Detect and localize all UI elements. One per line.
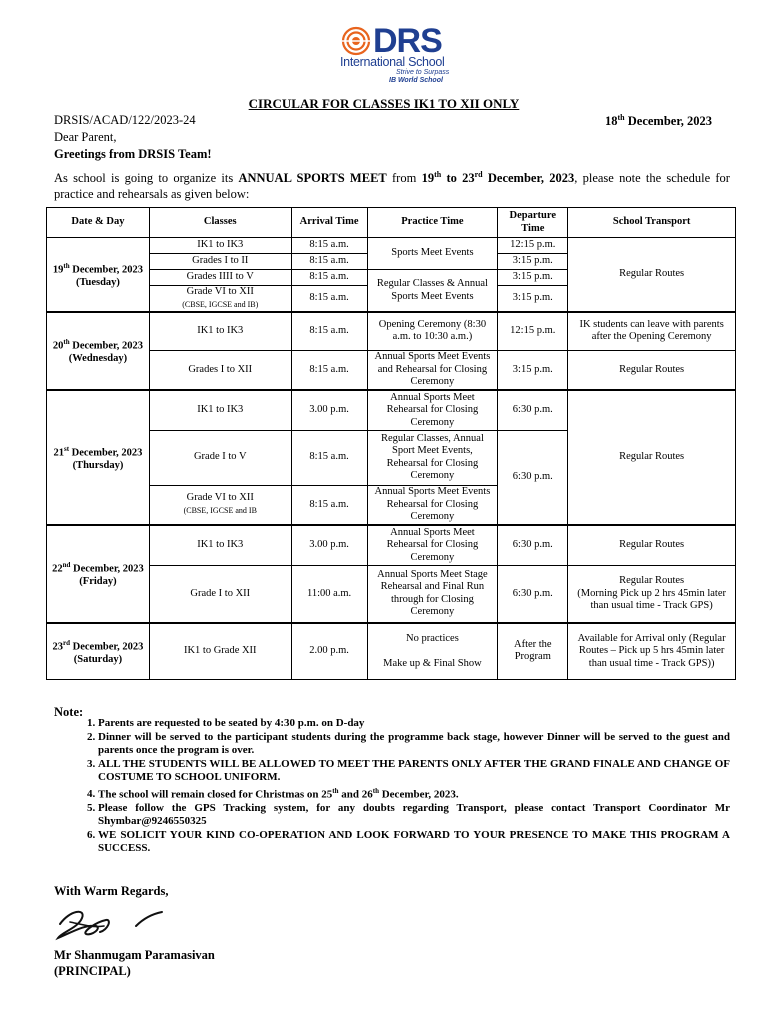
classes-cell: Grades I to II bbox=[149, 254, 291, 270]
transport-cell: Regular Routes (Morning Pick up 2 hrs 45min later than usual time - Track GPS) bbox=[568, 565, 736, 623]
notes-heading: Note: bbox=[54, 705, 84, 719]
arrival-cell: 8:15 a.m. bbox=[291, 270, 367, 286]
classes-cell: Grades I to XII bbox=[149, 350, 291, 390]
classes-cell: IK1 to IK3 bbox=[149, 525, 291, 565]
greeting: Greetings from DRSIS Team! bbox=[54, 147, 212, 161]
header-classes: Classes bbox=[149, 208, 291, 238]
departure-cell: After the Program bbox=[498, 623, 568, 679]
list-item: 6. WE SOLICIT YOUR KIND CO-OPERATION AND LOOK FORWARD TO YOUR PRESENCE TO MAKE THIS PROGRAM A SUCCESS. bbox=[98, 829, 730, 856]
arrival-cell: 8:15 a.m. bbox=[291, 254, 367, 270]
schedule-table bbox=[46, 207, 736, 680]
classes-cell: IK1 to IK3 bbox=[149, 312, 291, 350]
departure-cell: 3:15 p.m. bbox=[498, 286, 568, 313]
transport-cell: Regular Routes bbox=[568, 390, 736, 525]
arrival-cell: 8:15 a.m. bbox=[291, 430, 367, 485]
classes-cell: Grades IIII to V bbox=[149, 270, 291, 286]
table-header-row bbox=[47, 208, 736, 238]
list-item: 2. Dinner will be served to the participant students during the programme back stage, however Dinner will be served to the guest and parents once the program is over. bbox=[98, 731, 730, 758]
notes-list bbox=[54, 717, 730, 856]
transport-cell: Regular Routes bbox=[568, 350, 736, 390]
table-row bbox=[47, 312, 736, 350]
logo-tagline: Strive to Surpass bbox=[396, 69, 450, 76]
departure-cell: 6:30 p.m. bbox=[498, 525, 568, 565]
arrival-cell: 3.00 p.m. bbox=[291, 525, 367, 565]
transport-cell: Regular Routes bbox=[568, 238, 736, 313]
classes-cell: IK1 to Grade XII bbox=[149, 623, 291, 679]
closing-regards: With Warm Regards, bbox=[54, 884, 169, 898]
date-cell: 22nd December, 2023 (Friday) bbox=[47, 525, 150, 623]
table-row bbox=[47, 390, 736, 430]
practice-cell: Annual Sports Meet Stage Rehearsal and Final Run through for Closing Ceremony bbox=[367, 565, 498, 623]
departure-cell: 3:15 p.m. bbox=[498, 350, 568, 390]
arrival-cell: 3.00 p.m. bbox=[291, 390, 367, 430]
practice-cell: Annual Sports Meet Events Rehearsal for Closing Ceremony bbox=[367, 485, 498, 525]
departure-cell: 12:15 p.m. bbox=[498, 238, 568, 254]
practice-cell: Regular Classes & Annual Sports Meet Events bbox=[367, 270, 498, 313]
arrival-cell: 8:15 a.m. bbox=[291, 312, 367, 350]
list-item: 3. ALL THE STUDENTS WILL BE ALLOWED TO MEET THE PARENTS ONLY AFTER THE GRAND FINALE AND CHANGE OF COSTUME TO SCHOOL UNIFORM. bbox=[98, 758, 730, 785]
arrival-cell: 8:15 a.m. bbox=[291, 350, 367, 390]
header-arrival: Arrival Time bbox=[291, 208, 367, 238]
departure-cell: 6:30 p.m. bbox=[498, 390, 568, 430]
departure-cell: 3:15 p.m. bbox=[498, 254, 568, 270]
date-cell: 19th December, 2023 (Tuesday) bbox=[47, 238, 150, 313]
table-row bbox=[47, 623, 736, 679]
table-row bbox=[47, 525, 736, 565]
intro-paragraph: As school is going to organize its ANNUAL SPORTS MEET from 19th to 23rd December, 2023, please note the schedule for practice and rehearsals as given below: bbox=[54, 170, 730, 202]
arrival-cell: 8:15 a.m. bbox=[291, 238, 367, 254]
header-transport: School Transport bbox=[568, 208, 736, 238]
departure-cell: 12:15 p.m. bbox=[498, 312, 568, 350]
header-date: Date & Day bbox=[47, 208, 150, 238]
arrival-cell: 2.00 p.m. bbox=[291, 623, 367, 679]
transport-cell: Regular Routes bbox=[568, 525, 736, 565]
classes-cell: IK1 to IK3 bbox=[149, 238, 291, 254]
signature-icon bbox=[52, 902, 172, 946]
practice-cell: Annual Sports Meet Rehearsal for Closing Ceremony bbox=[367, 390, 498, 430]
principal-name: Mr Shanmugam Paramasivan bbox=[54, 948, 215, 962]
reference-number: DRSIS/ACAD/122/2023-24 bbox=[54, 113, 196, 127]
logo-ib: IB World School bbox=[389, 77, 443, 84]
departure-cell: 6:30 p.m. bbox=[498, 565, 568, 623]
transport-cell: Available for Arrival only (Regular Routes – Pick up 5 hrs 45min later than usual time - Track GPS)) bbox=[568, 623, 736, 679]
date-cell: 23rd December, 2023 (Saturday) bbox=[47, 623, 150, 679]
table-row bbox=[47, 565, 736, 623]
salutation: Dear Parent, bbox=[54, 130, 117, 144]
principal-title: (PRINCIPAL) bbox=[54, 964, 131, 978]
page-title: CIRCULAR FOR CLASSES IK1 TO XII ONLY bbox=[248, 96, 520, 111]
header-practice: Practice Time bbox=[367, 208, 498, 238]
list-item: 4. The school will remain closed for Christmas on 25th and 26th December, 2023. bbox=[98, 785, 730, 802]
classes-cell: Grade I to V bbox=[149, 430, 291, 485]
table-row bbox=[47, 238, 736, 254]
date-cell: 20th December, 2023 (Wednesday) bbox=[47, 312, 150, 390]
header-departure: Departure Time bbox=[498, 208, 568, 238]
departure-cell: 3:15 p.m. bbox=[498, 270, 568, 286]
practice-cell: Annual Sports Meet Rehearsal for Closing Ceremony bbox=[367, 525, 498, 565]
departure-cell: 6:30 p.m. bbox=[498, 430, 568, 525]
practice-cell: Sports Meet Events bbox=[367, 238, 498, 270]
classes-cell: IK1 to IK3 bbox=[149, 390, 291, 430]
arrival-cell: 8:15 a.m. bbox=[291, 485, 367, 525]
circular-date: 18th December, 2023 bbox=[605, 113, 712, 129]
practice-cell: No practices Make up & Final Show bbox=[367, 623, 498, 679]
transport-cell: IK students can leave with parents after the Opening Ceremony bbox=[568, 312, 736, 350]
logo-school: International School bbox=[340, 55, 445, 69]
logo-brand: DRS bbox=[373, 22, 442, 60]
list-item: 5. Please follow the GPS Tracking system, for any doubts regarding Transport, please contact Transport Coordinator Mr Shymbar@9246550325 bbox=[98, 802, 730, 829]
practice-cell: Regular Classes, Annual Sport Meet Events, Rehearsal for Closing Ceremony bbox=[367, 430, 498, 485]
arrival-cell: 11:00 a.m. bbox=[291, 565, 367, 623]
classes-cell: Grade I to XII bbox=[149, 565, 291, 623]
arrival-cell: 8:15 a.m. bbox=[291, 286, 367, 313]
classes-cell: Grade VI to XII (CBSE, IGCSE and IB bbox=[149, 485, 291, 525]
practice-cell: Annual Sports Meet Events and Rehearsal for Closing Ceremony bbox=[367, 350, 498, 390]
date-cell: 21st December, 2023 (Thursday) bbox=[47, 390, 150, 525]
list-item: 1. Parents are requested to be seated by 4:30 p.m. on D-day bbox=[98, 717, 730, 731]
table-row bbox=[47, 350, 736, 390]
practice-cell: Opening Ceremony (8:30 a.m. to 10:30 a.m.) bbox=[367, 312, 498, 350]
classes-cell: Grade VI to XII (CBSE, IGCSE and IB) bbox=[149, 286, 291, 313]
